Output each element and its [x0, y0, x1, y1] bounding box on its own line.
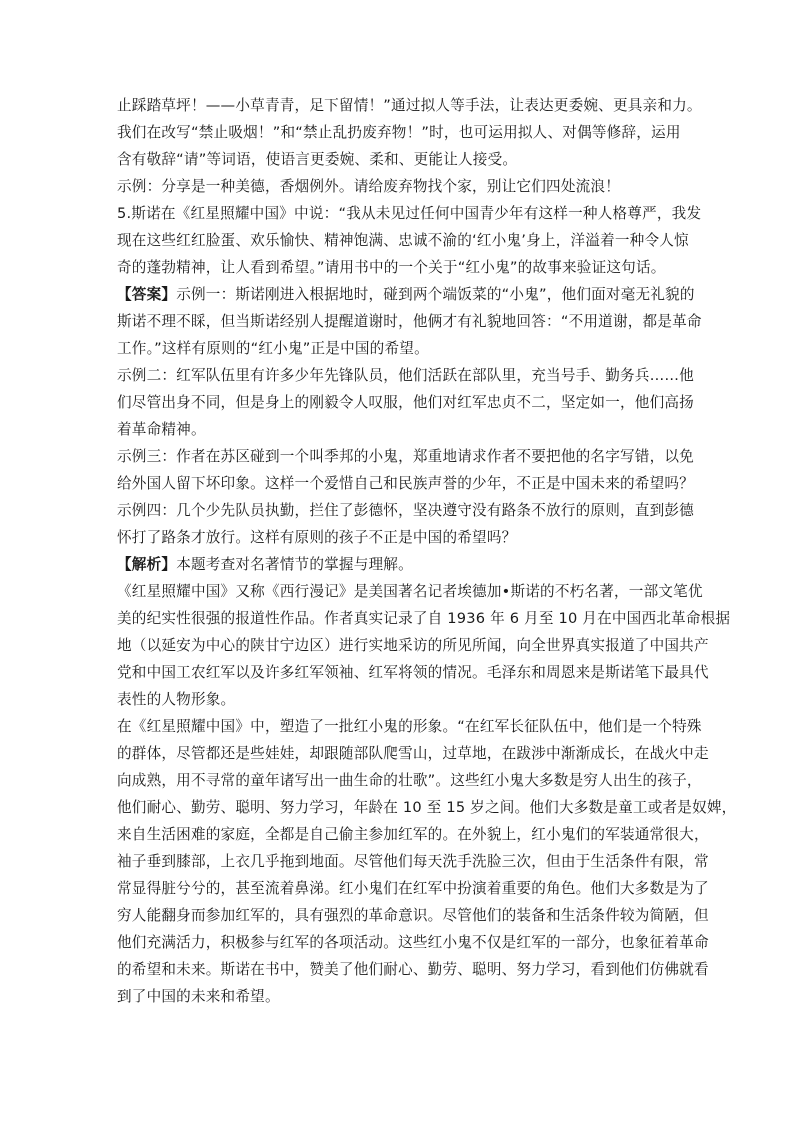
- text-line: 工作。”这样有原则的“红小鬼”正是中国的希望。: [117, 340, 429, 357]
- text-line: 的希望和未来。斯诺在书中，赞美了他们耐心、勤劳、聪明、努力学习，看到他们仿佛就看: [117, 961, 709, 978]
- text-line: 示例：分享是一种美德，香烟例外。请给废弃物找个家，别让它们四处流浪！: [117, 178, 620, 195]
- book-paragraph: [117, 578, 731, 713]
- text-line: [117, 551, 684, 578]
- text-line: 常显得脏兮兮的，甚至流着鼻涕。红小鬼们在红军中扮演着重要的角色。他们大多数是为了: [117, 880, 709, 897]
- answer-text: 示例一：斯诺刚进入根据地时，碰到两个端饭菜的“小鬼”，他们面对毫无礼貌的: [176, 286, 695, 303]
- answer-example-2: [117, 362, 694, 443]
- analysis-heading: [117, 551, 684, 578]
- analysis-text: 本题考查对名著情节的掌握与理解。: [176, 556, 413, 573]
- text-line: 《红星照耀中国》又称《西行漫记》是美国著名记者埃德加•斯诺的不朽名著，一部文笔优: [117, 583, 703, 600]
- answer-example-1: [117, 281, 702, 362]
- text-line: 示例二：红军队伍里有许多少年先锋队员，他们活跃在部队里，充当号手、勤务兵……他: [117, 367, 694, 384]
- intro-paragraph: [117, 92, 702, 173]
- text-line: 我们在改写“禁止吸烟！”和“禁止乱扔废弃物！”时，也可运用拟人、对偶等修辞，运用: [117, 124, 681, 141]
- text-line: 党和中国工农红军以及许多红军领袖、红军将领的情况。毛泽东和周恩来是斯诺笔下最具代: [117, 664, 709, 681]
- text-line: 袖子垂到膝部，上衣几乎拖到地面。尽管他们每天洗手洗脸三次，但由于生活条件有限，常: [117, 853, 709, 870]
- answer-example-4: [117, 497, 694, 551]
- text-line: 在《红星照耀中国》中，塑造了一批红小鬼的形象。“在红军长征队伍中，他们是一个特殊: [117, 718, 702, 735]
- text-line: 奇的蓬勃精神，让人看到希望。”请用书中的一个关于“红小鬼”的故事来验证这句话。: [117, 259, 666, 276]
- text-line: [117, 281, 695, 308]
- text-line: 5.斯诺在《红星照耀中国》中说：“我从未见过任何中国青少年有这样一种人格尊严，我发: [117, 205, 702, 222]
- text-line: 怀打了路条才放行。这样有原则的孩子不正是中国的希望吗？: [117, 529, 517, 546]
- text-line: 们尽管出身不同，但是身上的刚毅令人叹服，他们对红军忠贞不二，坚定如一，他们高扬: [117, 394, 694, 411]
- text-line: 穷人能翻身而参加红军的，具有强烈的革命意识。尽管他们的装备和生活条件较为简陋，但: [117, 907, 709, 924]
- analysis-label: 【解析】: [117, 556, 177, 573]
- text-line: 到了中国的未来和希望。: [117, 988, 280, 1005]
- text-line: 斯诺不理不睬，但当斯诺经别人提醒道谢时，他俩才有礼貌地回答：“不用道谢，都是革命: [117, 313, 702, 330]
- text-line: 来自生活困难的家庭，全都是自己偷主参加红军的。在外貌上，红小鬼们的军装通常很大，: [117, 826, 709, 843]
- text-line: 表性的人物形象。: [117, 691, 236, 708]
- text-line: 的群体，尽管都还是些娃娃，却跟随部队爬雪山，过草地，在跋涉中渐渐成长，在战火中走: [117, 745, 709, 762]
- text-line: 示例四：几个少先队员执勤，拦住了彭德怀，坚决遵守没有路条不放行的原则，直到彭德: [117, 502, 694, 519]
- text-line: 含有敬辞“请”等词语，使语言更委婉、柔和、更能让人接受。: [117, 151, 518, 168]
- text-line: 给外国人留下坏印象。这样一个爱惜自己和民族声誉的少年，不正是中国未来的希望吗？: [117, 475, 694, 492]
- text-line: 美的纪实性很强的报道性作品。作者真实记录了自 1936 年 6 月至 10 月在中国西北革命根据: [117, 610, 731, 627]
- question-5: [117, 200, 702, 281]
- text-line: 地（以延安为中心的陕甘宁边区）进行实地采访的所见所闻，向全世界真实报道了中国共产: [117, 637, 709, 654]
- red-kids-paragraph: [117, 713, 737, 1010]
- text-line: 示例三：作者在苏区碰到一个叫季邦的小鬼，郑重地请求作者不要把他的名字写错，以免: [117, 448, 694, 465]
- answer-label: 【答案】: [117, 286, 177, 303]
- example-paragraph: [117, 173, 684, 200]
- answer-example-3: [117, 443, 694, 497]
- text-line: 止踩踏草坪！——小草青青，足下留情！”通过拟人等手法，让表达更委婉、更具亲和力。: [117, 97, 702, 114]
- text-line: 现在这些红红脸蛋、欢乐愉快、精神饱满、忠诚不渝的‘红小鬼’身上，洋溢着一种令人惊: [117, 232, 689, 249]
- text-line: 着革命精神。: [117, 421, 206, 438]
- text-line: 他们充满活力，积极参与红军的各项活动。这些红小鬼不仅是红军的一部分，也象征着革命: [117, 934, 709, 951]
- text-line: 向成熟，用不寻常的童年诸写出一曲生命的壮歌”。这些红小鬼大多数是穷人出生的孩子，: [117, 772, 702, 789]
- text-line: 他们耐心、勤劳、聪明、努力学习，年龄在 10 至 15 岁之间。他们大多数是童工或者是奴婢，: [117, 799, 737, 816]
